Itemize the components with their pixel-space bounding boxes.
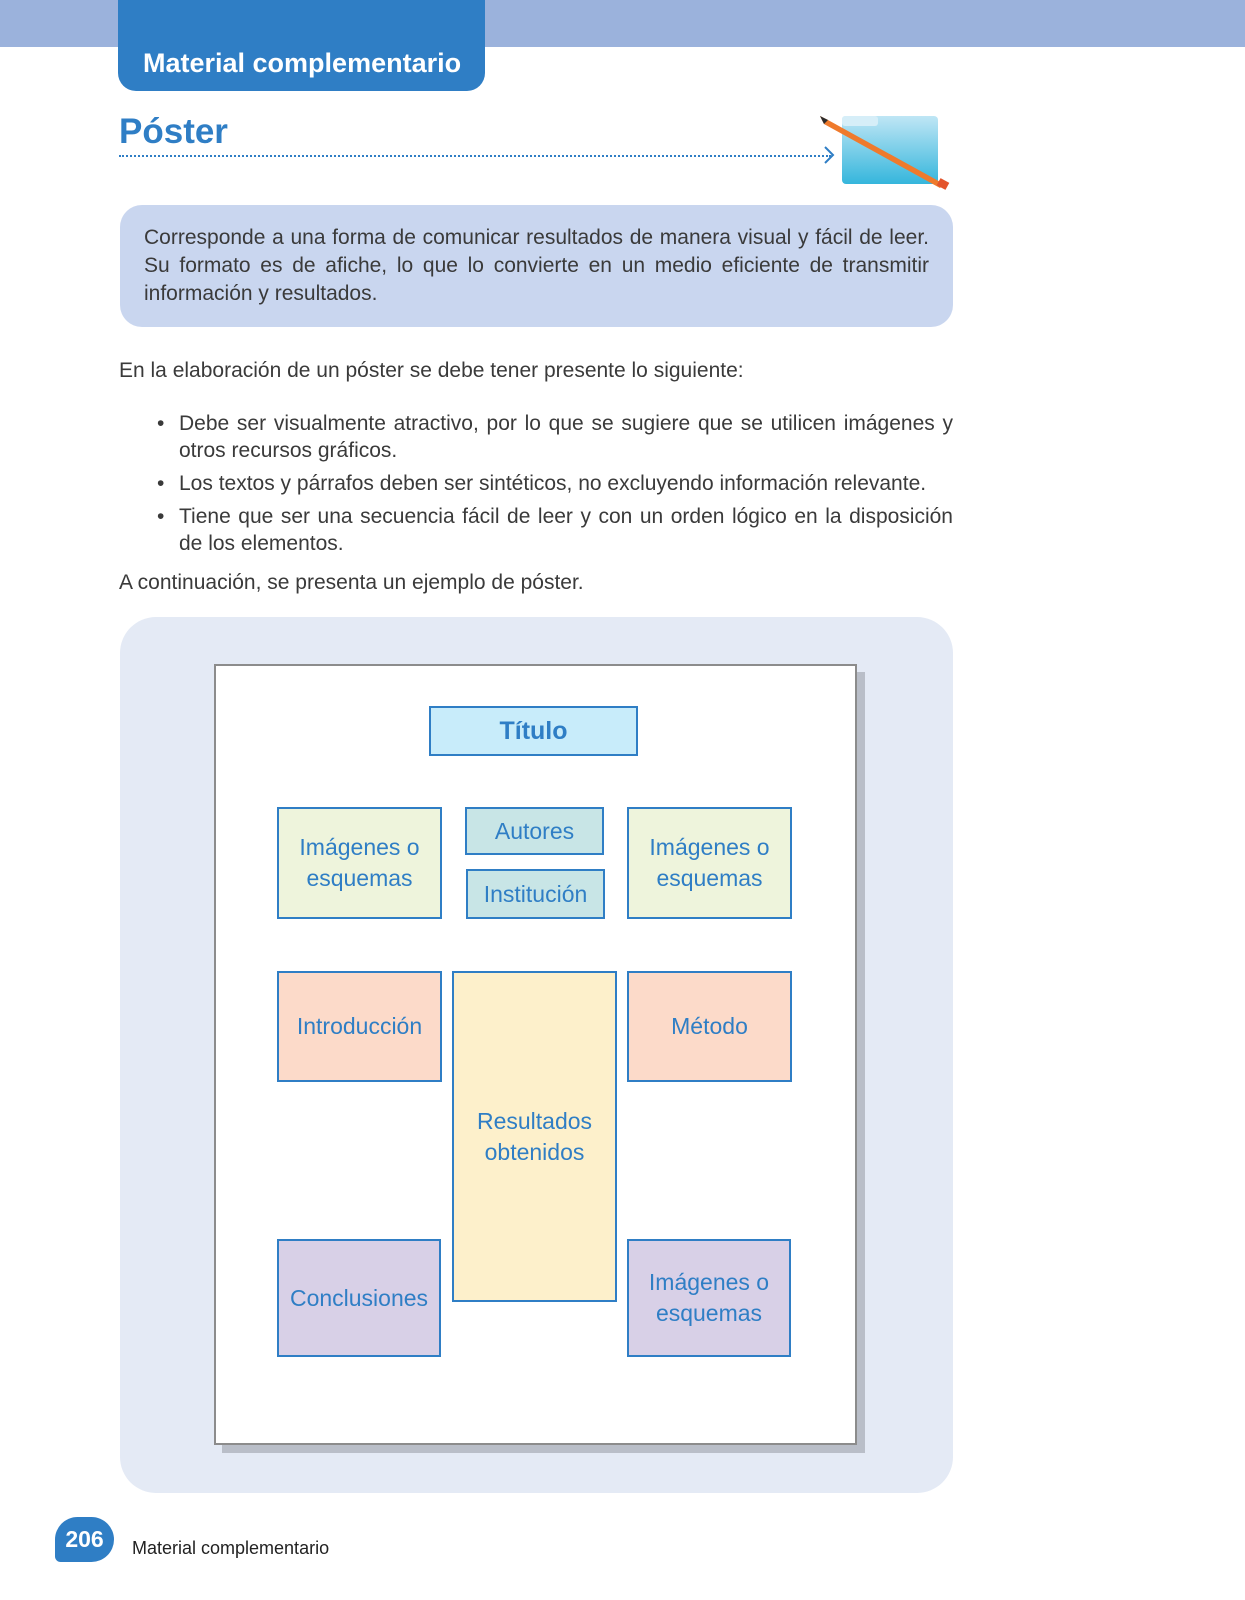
list-item: • Los textos y párrafos deben ser sintéticos, no excluyendo información relevante. (157, 472, 927, 495)
closing-paragraph: A continuación, se presenta un ejemplo de póster. (119, 571, 584, 594)
definition-text: Corresponde a una forma de comunicar resultados de manera visual y fácil de leer. Su formato es de afiche, lo que lo convierte en un medio eficiente de transmitir información y resultados. (144, 226, 929, 305)
poster-images-box: Imágenes o esquemas (277, 807, 442, 919)
page-title: Póster (119, 112, 228, 151)
poster-images-box: Imágenes o esquemas (627, 1239, 791, 1357)
list-item: • Tiene que ser una secuencia fácil de leer y con un orden lógico en la disposición de los elementos. (157, 505, 953, 555)
poster-method-box: Método (627, 971, 792, 1082)
recommendations-list (155, 410, 953, 563)
poster-images-box: Imágenes o esquemas (627, 807, 792, 919)
poster-results-box: Resultados obtenidos (452, 971, 617, 1302)
section-label: Material complementario (143, 48, 462, 78)
definition-box (120, 205, 953, 327)
poster-institution-box: Institución (466, 869, 605, 919)
folder-with-pencil-icon (820, 112, 960, 194)
section-tab (118, 0, 485, 91)
poster-title-box: Título (429, 706, 638, 756)
lead-paragraph: En la elaboración de un póster se debe tener presente lo siguiente: (119, 359, 744, 382)
list-item: • Debe ser visualmente atractivo, por lo que se sugiere que se utilicen imágenes y otros recursos gráficos. (157, 412, 953, 462)
poster-authors-box: Autores (465, 807, 604, 855)
poster-conclusions-box: Conclusiones (277, 1239, 441, 1357)
poster-introduction-box: Introducción (277, 971, 442, 1082)
title-underline (119, 155, 831, 157)
page-number-badge: 206 (55, 1517, 114, 1562)
footer-label: Material complementario (132, 1538, 330, 1558)
